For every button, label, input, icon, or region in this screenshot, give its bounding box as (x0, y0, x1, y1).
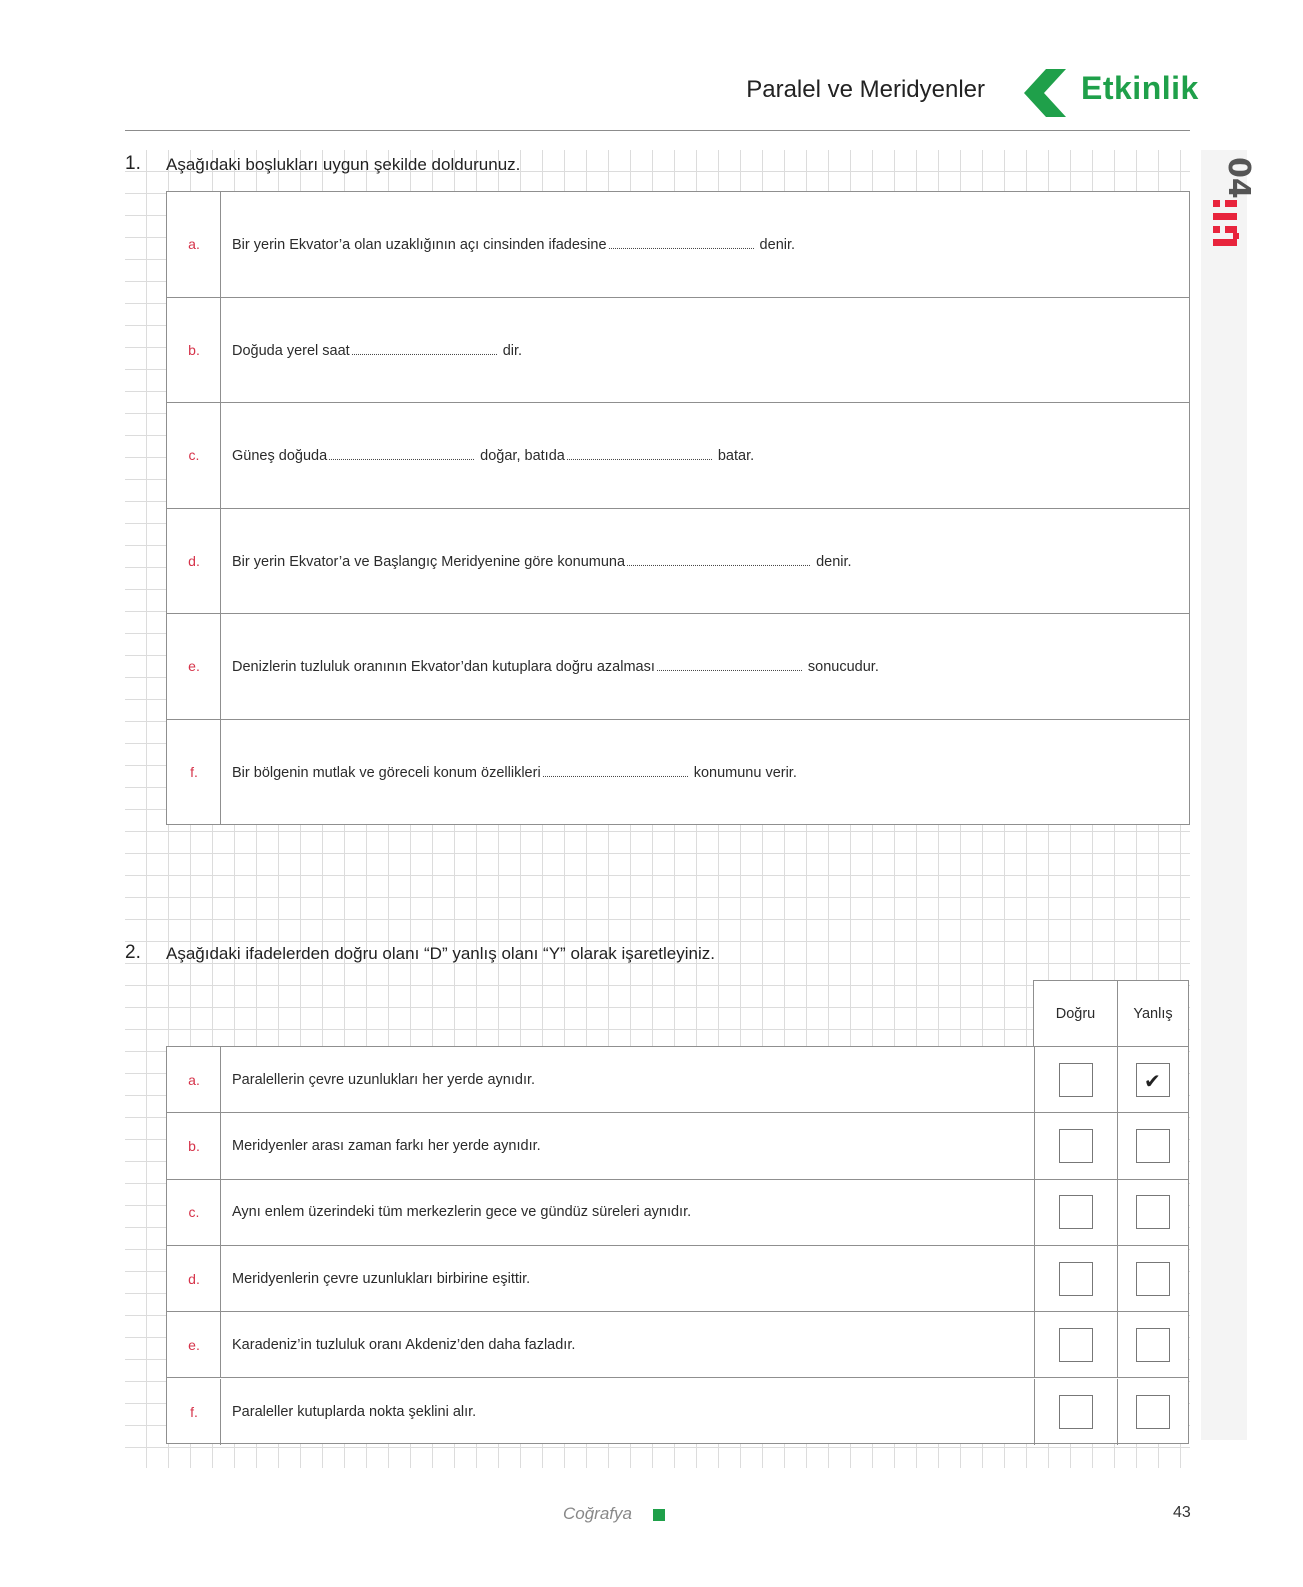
statement: Doğuda yerel saat dir. (232, 341, 522, 359)
statement: Güneş doğuda doğar, batıda batar. (232, 446, 754, 464)
table-row (167, 1246, 1188, 1312)
row-letter: d. (188, 552, 200, 569)
page-topic: Paralel ve Meridyenler (746, 76, 985, 103)
true-checkbox[interactable] (1059, 1063, 1093, 1097)
side-tab (1201, 150, 1247, 1440)
table-row (167, 614, 1189, 720)
statement: Denizlerin tuzluluk oranının Ekvator’dan kutuplara doğru azalması sonucudur. (232, 657, 879, 675)
table-row (167, 720, 1189, 826)
row-letter: e. (188, 658, 200, 675)
question-instruction: Aşağıdaki boşlukları uygun şekilde doldurunuz. (166, 155, 521, 174)
statement: Bir yerin Ekvator’a olan uzaklığının açı cinsinden ifadesine denir. (232, 235, 795, 253)
row-letter: c. (188, 1204, 200, 1221)
statement: Bir yerin Ekvator’a ve Başlangıç Meridyenine göre konumuna denir. (232, 552, 852, 570)
row-letter: a. (188, 1071, 200, 1088)
row-letter: f. (190, 764, 198, 781)
row-letter: b. (188, 1137, 200, 1154)
row-letter: e. (188, 1336, 200, 1353)
question-instruction: Aşağıdaki ifadelerden doğru olanı “D” yanlış olanı “Y” olarak işaretleyiniz. (166, 944, 715, 963)
table-row (167, 1180, 1188, 1246)
table-row (167, 403, 1189, 509)
answer-column-header (1033, 980, 1189, 1047)
table-row (167, 1379, 1188, 1445)
false-checkbox[interactable] (1136, 1195, 1170, 1229)
question-number: 1. (125, 153, 141, 174)
question-number: 2. (125, 942, 141, 963)
page-number: 43 (1173, 1504, 1191, 1521)
section-title: Etkinlik (1081, 70, 1199, 106)
chevron-left-icon (1024, 69, 1070, 117)
blank-field[interactable] (657, 657, 802, 671)
footer-square-icon (653, 1509, 665, 1521)
false-checkbox[interactable] (1136, 1262, 1170, 1296)
statement: Bir bölgenin mutlak ve göreceli konum özellikleri konumunu verir. (232, 763, 797, 781)
statement: Paraleller kutuplarda nokta şeklini alır. (232, 1403, 477, 1420)
table-row (167, 1047, 1188, 1113)
true-checkbox[interactable] (1059, 1262, 1093, 1296)
column-true-label: Doğru (1034, 981, 1118, 1046)
false-checkbox[interactable] (1136, 1063, 1170, 1097)
statement: Karadeniz’in tuzluluk oranı Akdeniz’den daha fazladır. (232, 1336, 576, 1353)
table-row (167, 192, 1189, 298)
fill-in-table (166, 191, 1190, 825)
true-checkbox[interactable] (1059, 1395, 1093, 1429)
table-row (167, 1312, 1188, 1378)
statement: Meridyenler arası zaman farkı her yerde aynıdır. (232, 1137, 541, 1154)
blank-field[interactable] (352, 341, 497, 355)
statement: Aynı enlem üzerindeki tüm merkezlerin gece ve gündüz süreleri aynıdır. (232, 1204, 692, 1221)
true-checkbox[interactable] (1059, 1328, 1093, 1362)
header-divider (125, 130, 1190, 131)
checkmark-icon: ✔ (1144, 1070, 1161, 1093)
false-checkbox[interactable] (1136, 1129, 1170, 1163)
footer-subject: Coğrafya (563, 1504, 632, 1523)
table-row (167, 1113, 1188, 1179)
fa-logo (1205, 153, 1256, 255)
blank-field[interactable] (543, 763, 688, 777)
blank-field[interactable] (329, 446, 474, 460)
row-letter: f. (190, 1403, 198, 1420)
blank-field[interactable] (609, 235, 754, 249)
false-checkbox[interactable] (1136, 1395, 1170, 1429)
statement: Paralellerin çevre uzunlukları her yerde aynıdır. (232, 1071, 536, 1088)
unit-number: 04 (1221, 157, 1256, 199)
row-letter: b. (188, 341, 200, 358)
false-checkbox[interactable] (1136, 1328, 1170, 1362)
row-letter: d. (188, 1270, 200, 1287)
statement: Meridyenlerin çevre uzunlukları birbirine eşittir. (232, 1270, 531, 1287)
blank-field[interactable] (567, 446, 712, 460)
table-row (167, 509, 1189, 615)
true-false-table (166, 1046, 1189, 1444)
row-letter: a. (188, 236, 200, 253)
blank-field[interactable] (627, 552, 810, 566)
true-checkbox[interactable] (1059, 1195, 1093, 1229)
row-letter: c. (188, 447, 200, 464)
table-row (167, 298, 1189, 404)
true-checkbox[interactable] (1059, 1129, 1093, 1163)
column-false-label: Yanlış (1133, 1005, 1173, 1022)
